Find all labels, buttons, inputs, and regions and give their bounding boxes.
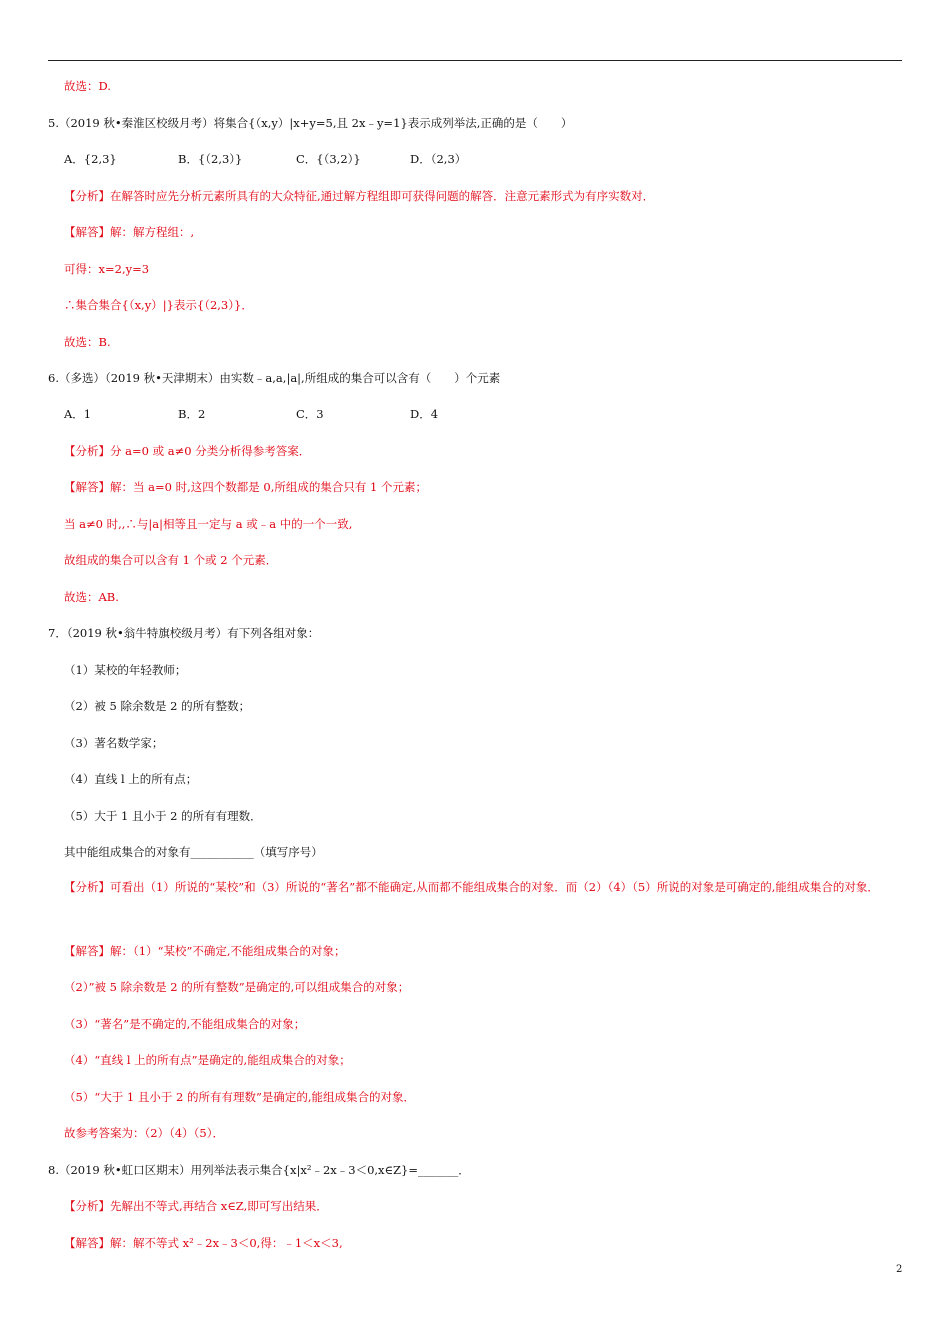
final-answer: 故参考答案为：（2）（4）（5）． — [64, 1126, 224, 1140]
solution-step: （2）”被 5 除余数是 2 的所有整数”是确定的,可以组成集合的对象； — [64, 980, 410, 994]
list-item: （5）大于 1 且小于 2 的所有有理数． — [64, 809, 262, 823]
solution-step: 可得：x=2,y=3 — [64, 262, 150, 276]
list-item: （2）被 5 除余数是 2 的所有整数； — [64, 699, 251, 713]
option-b: B．{（2,3）} — [178, 152, 243, 166]
option-a: A．1 — [64, 407, 92, 421]
solution: 【解答】解：解不等式 x²﹣2x﹣3＜0,得：﹣1＜x＜3, — [64, 1236, 343, 1250]
header-rule — [48, 60, 902, 61]
question-6: 6.（多选）（2019 秋•天津期末）由实数﹣a,a,|a|,所组成的集合可以含有（ ）个元素 — [48, 371, 501, 385]
option-a: A．{2,3} — [64, 152, 117, 166]
analysis: 【分析】先解出不等式,再结合 x∈Z,即可写出结果． — [64, 1199, 328, 1213]
solution-step: （4）“直线 l 上的所有点”是确定的,能组成集合的对象； — [64, 1053, 351, 1067]
answer-choice: 故选：B. — [64, 335, 111, 349]
analysis: 【分析】分 a=0 或 a≠0 分类分析得参考答案． — [64, 444, 311, 458]
analysis: 【分析】在解答时应先分析元素所具有的大众特征,通过解方程组即可获得问题的解答．注意元素形式为有序实数对． — [64, 189, 655, 203]
solution: 【解答】解：当 a=0 时,这四个数都是 0,所组成的集合只有 1 个元素； — [64, 480, 428, 494]
solution-step: （3）“著名”是不确定的,不能组成集合的对象； — [64, 1017, 306, 1031]
question-8: 8.（2019 秋•虹口区期末）用列举法表示集合{x|x²﹣2x﹣3＜0,x∈Z}=_______． — [48, 1163, 470, 1177]
question-7: 7．（2019 秋•翁牛特旗校级月考）有下列各组对象： — [48, 626, 320, 640]
solution: 【解答】解：解方程组：, — [64, 225, 195, 239]
solution-step: （5）“大于 1 且小于 2 的所有有理数”是确定的,能组成集合的对象． — [64, 1090, 415, 1104]
option-d: D．（2,3） — [410, 152, 467, 166]
option-d: D．4 — [410, 407, 439, 421]
option-c: C．{（3,2）} — [296, 152, 361, 166]
solution-step: 故组成的集合可以含有 1 个或 2 个元素． — [64, 553, 278, 567]
solution-step: 当 a≠0 时,,∴与|a|相等且一定与 a 或﹣a 中的一个一致, — [64, 517, 353, 531]
list-item: （1）某校的年轻教师； — [64, 663, 187, 677]
analysis: 【分析】可看出（1）所说的“某校”和（3）所说的“著名”都不能确定,从而都不能组成集合的对象．而（2）（4）（5）所说的对象是可确定的,能组成集合的对象． — [64, 880, 879, 894]
page-number: 2 — [896, 1264, 903, 1275]
option-b: B．2 — [178, 407, 206, 421]
question-5: 5.（2019 秋•秦淮区校级月考）将集合{（x,y）|x+y=5,且 2x﹣y=1}表示成列举法,正确的是（ ） — [48, 116, 573, 130]
fill-blank-prompt: 其中能组成集合的对象有___________（填写序号） — [64, 845, 323, 859]
list-item: （4）直线 l 上的所有点； — [64, 772, 198, 786]
answer-choice: 故选：AB. — [64, 590, 119, 604]
list-item: （3）著名数学家； — [64, 736, 164, 750]
answer-choice: 故选：D. — [64, 79, 111, 93]
solution-step: ∴集合集合{（x,y）|}表示{（2,3）}． — [64, 298, 253, 312]
solution: 【解答】解：（1）“某校”不确定,不能组成集合的对象； — [64, 944, 346, 958]
option-c: C．3 — [296, 407, 324, 421]
